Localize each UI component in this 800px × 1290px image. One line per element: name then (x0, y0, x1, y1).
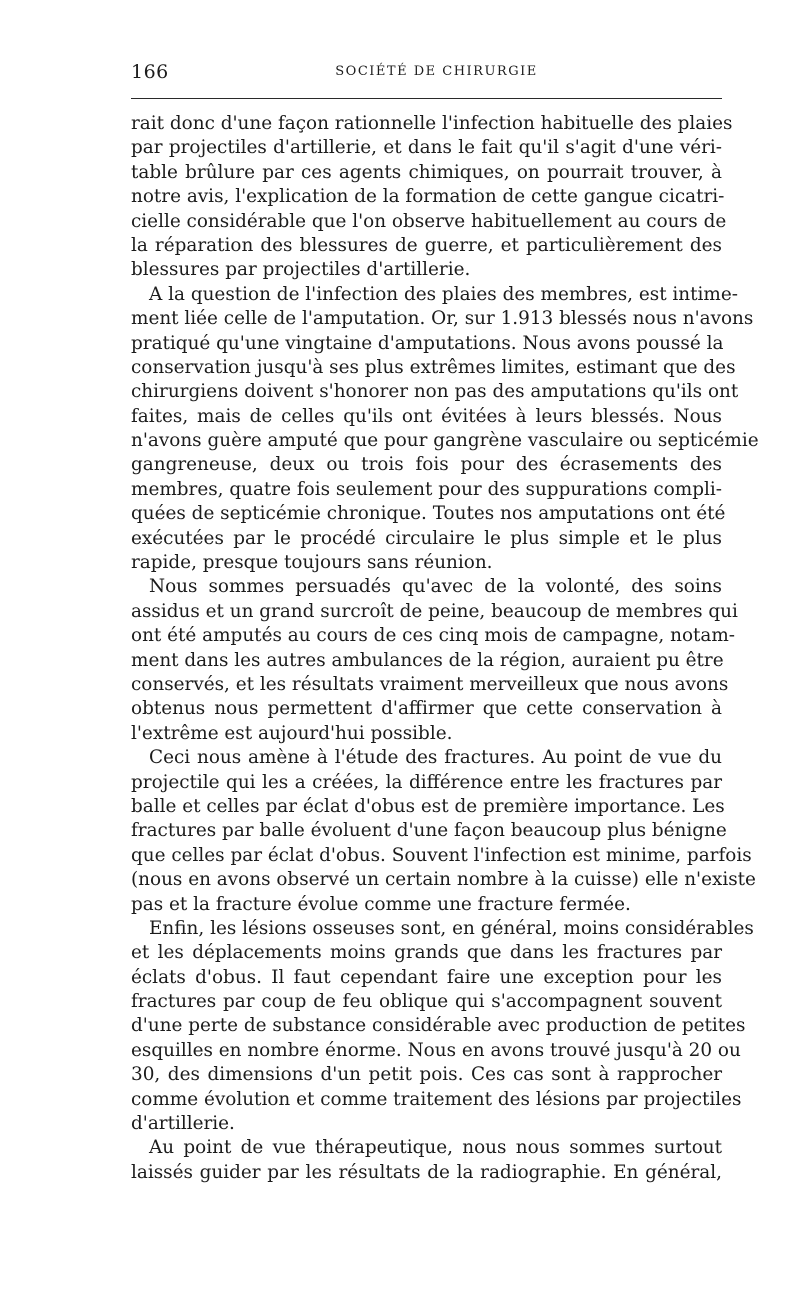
text-line: que celles par éclat d'obus. Souvent l'infection est minime, parfois (131, 844, 752, 866)
text-line: comme évolution et comme traitement des lésions par projectiles (131, 1088, 742, 1110)
text-line: projectile qui les a créées, la différence entre les fractures par (131, 771, 722, 793)
text-line: d'une perte de substance considérable avec production de petites (131, 1015, 746, 1037)
text-line: (nous en avons observé un certain nombre à la cuisse) elle n'existe (131, 869, 756, 891)
body-text (131, 112, 759, 1185)
text-line: pas et la fracture évolue comme une fracture fermée. (131, 893, 631, 915)
text-line: exécutées par le procédé circulaire le plus simple et le plus (131, 527, 722, 549)
text-line: éclats d'obus. Il faut cependant faire une exception pour les (131, 966, 722, 988)
text-line: table brûlure par ces agents chimiques, on pourrait trouver, à (131, 161, 722, 183)
text-line: membres, quatre fois seulement pour des suppurations compli- (131, 478, 722, 500)
text-line: l'extrême est aujourd'hui possible. (131, 722, 453, 744)
text-line: obtenus nous permettent d'affirmer que cette conservation à (131, 698, 722, 720)
header-rule (131, 98, 722, 99)
text-line: notre avis, l'explication de la formation de cette gangue cicatri- (131, 186, 725, 208)
text-line: esquilles en nombre énorme. Nous en avons trouvé jusqu'à 20 ou (131, 1039, 741, 1061)
paragraph-first-line: Ceci nous amène à l'étude des fractures. Au point de vue du (149, 747, 722, 769)
text-line: chirurgiens doivent s'honorer non pas des amputations qu'ils ont (131, 381, 739, 403)
text-line: fractures par coup de feu oblique qui s'accompagnent souvent (131, 991, 722, 1013)
text-line: ont été amputés au cours de ces cinq mois de campagne, notam- (131, 625, 736, 647)
running-title: SOCIÉTÉ DE CHIRURGIE (335, 64, 538, 79)
page-number: 166 (131, 61, 169, 83)
text-line: d'artillerie. (131, 1113, 235, 1135)
text-line: rait donc d'une façon rationnelle l'infection habituelle des plaies (131, 113, 733, 134)
paragraph-first-line: A la question de l'infection des plaies des membres, est intime- (149, 283, 738, 305)
text-line: conservation jusqu'à ses plus extrêmes limites, estimant que des (131, 356, 736, 378)
text-line: par projectiles d'artillerie, et dans le fait qu'il s'agit d'une véri- (131, 137, 722, 159)
text-line: la réparation des blessures de guerre, et particulièrement des (131, 234, 722, 256)
text-line: pratiqué qu'une vingtaine d'amputations. Nous avons poussé la (131, 332, 724, 354)
text-line: balle et celles par éclat d'obus est de première importance. Les (131, 795, 725, 817)
running-head (131, 58, 722, 90)
text-line: et les déplacements moins grands que dans les fractures par (131, 942, 722, 964)
text-line: ment dans les autres ambulances de la région, auraient pu être (131, 649, 724, 671)
text-line: rapide, presque toujours sans réunion. (131, 552, 493, 574)
text-line: fractures par balle évoluent d'une façon beaucoup plus bénigne (131, 820, 727, 842)
text-line: conservés, et les résultats vraiment merveilleux que nous avons (131, 673, 729, 695)
text-line: laissés guider par les résultats de la radiographie. En général, (131, 1161, 722, 1183)
text-line: quées de septicémie chronique. Toutes nos amputations ont été (131, 503, 726, 525)
text-line: 30, des dimensions d'un petit pois. Ces cas sont à rapprocher (131, 1064, 722, 1086)
text-line: cielle considérable que l'on observe habituellement au cours de (131, 210, 727, 232)
text-line: faites, mais de celles qu'ils ont évitées à leurs blessés. Nous (131, 405, 722, 427)
text-line: gangreneuse, deux ou trois fois pour des écrasements des (131, 454, 722, 476)
paragraph-first-line: Au point de vue thérapeutique, nous nous sommes surtout (149, 1137, 722, 1159)
text-line: blessures par projectiles d'artillerie. (131, 259, 471, 281)
paragraph-first-line: Nous sommes persuadés qu'avec de la volonté, des soins (149, 576, 722, 598)
paragraph-first-line: Enfin, les lésions osseuses sont, en général, moins considérables (149, 917, 754, 939)
text-line: n'avons guère amputé que pour gangrène vasculaire ou septicémie (131, 430, 759, 452)
text-line: ment liée celle de l'amputation. Or, sur 1.913 blessés nous n'avons (131, 308, 754, 330)
text-line: assidus et un grand surcroît de peine, beaucoup de membres qui (131, 600, 738, 622)
